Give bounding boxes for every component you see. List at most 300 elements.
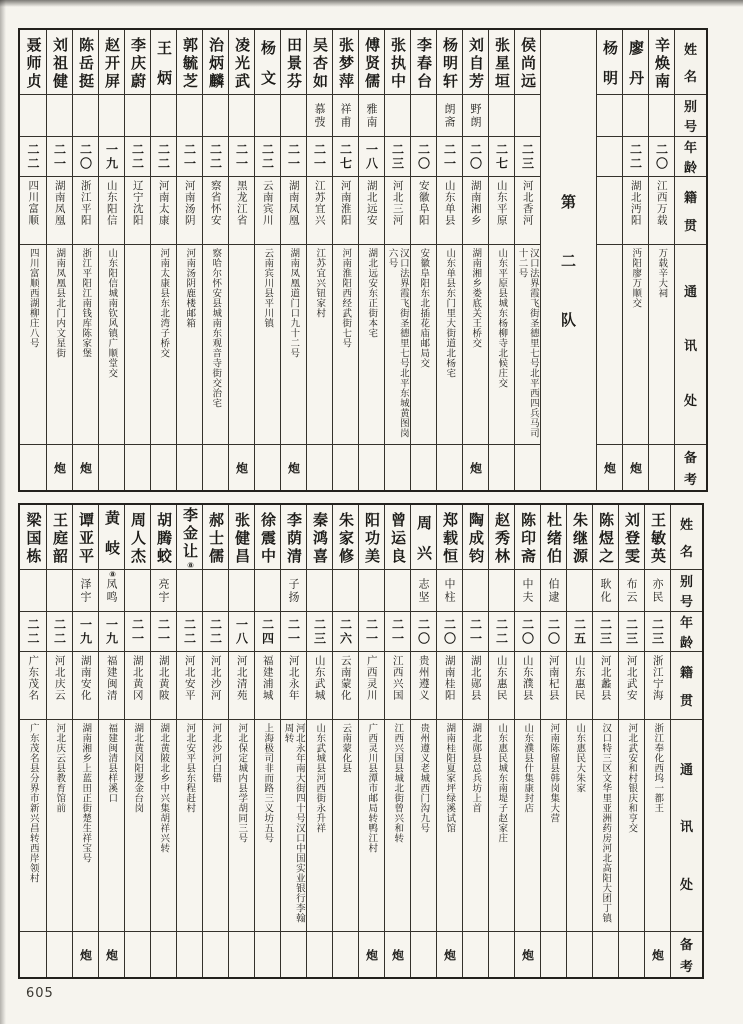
age-text: 二二: [260, 142, 275, 171]
name-text: 张星垣: [493, 36, 511, 91]
address-cell: [229, 719, 254, 931]
alias-text: 亮宇: [157, 577, 170, 604]
address-text: 浙江奉化西坞一都王: [652, 723, 664, 813]
header-char: 通: [679, 762, 693, 778]
name-text: 周兴: [415, 514, 433, 575]
remark-text: 炮: [364, 948, 379, 961]
name-cell: [99, 505, 124, 579]
remark-cell: [125, 444, 150, 490]
age-cell: [619, 611, 644, 651]
remark-cell: [99, 444, 124, 490]
address-cell: [281, 719, 306, 931]
native-cell: [359, 176, 384, 244]
age-text: 二二: [26, 617, 40, 646]
remark-cell: [385, 444, 410, 490]
alias-cell: [20, 94, 46, 136]
native-cell: [489, 651, 514, 719]
address-text: 河北武安和村银庆和亨交: [626, 723, 638, 833]
native-cell: [47, 651, 72, 719]
alias-cell: [437, 569, 462, 611]
native-cell: [255, 651, 280, 719]
header-native_place-label: [675, 177, 706, 244]
remark-cell: [177, 444, 202, 490]
header-native_place-cell: [671, 651, 702, 719]
age-cell: [437, 611, 462, 651]
alias-cell: [385, 569, 410, 611]
address-cell: [125, 244, 150, 444]
name-text: 陶成钧: [467, 511, 485, 566]
address-text: 山东阳信城南钦风镇广顺堂交: [106, 248, 118, 378]
name-text: 傅贤儒: [363, 36, 381, 91]
address-cell: [99, 719, 124, 931]
name-cell: [73, 30, 98, 94]
alias-cell: [47, 94, 72, 136]
age-cell: [385, 611, 410, 651]
age-text: 二五: [572, 617, 587, 646]
age-cell: [151, 611, 176, 651]
age-cell: [567, 611, 592, 651]
age-cell: [411, 611, 436, 651]
name-text: 曾运良: [389, 511, 407, 566]
address-cell: [333, 719, 358, 931]
address-cell: [541, 719, 566, 931]
header-remarks-cell: [671, 931, 702, 977]
person-column: [384, 30, 410, 490]
remark-text: 炮: [520, 948, 535, 961]
header-char: 讯: [679, 820, 693, 835]
native-cell: [255, 176, 280, 244]
name-cell: [281, 30, 306, 94]
person-column: [280, 505, 306, 977]
native-text: 河南淮阳: [339, 180, 352, 226]
name-cell: [307, 30, 332, 94]
age-cell: [307, 611, 332, 651]
age-text: 二二: [182, 617, 197, 646]
address-cell: [151, 719, 176, 931]
name-text: 赵开屏: [103, 36, 121, 91]
name-text: 阳功美: [363, 511, 381, 566]
name-text: 刘登雯: [623, 511, 641, 566]
remark-text: 炮: [602, 461, 617, 474]
remark-text: 炮: [78, 461, 93, 474]
roster-table-bottom: [18, 503, 704, 979]
native-text: 河北庆云: [53, 655, 66, 701]
age-cell: [281, 136, 306, 176]
squad-label-char: 二: [560, 251, 576, 270]
address-cell: [593, 719, 618, 931]
header-char: 名: [683, 70, 697, 86]
remark-cell: [281, 931, 306, 977]
native-text: 湖南安化: [79, 655, 92, 701]
address-text: 河北沙河白错: [210, 723, 222, 783]
name-cell: [463, 30, 488, 94]
remark-cell: [649, 444, 674, 490]
remark-cell: [597, 444, 622, 490]
name-cell: [649, 30, 674, 94]
alias-text: 耿化: [599, 577, 612, 604]
native-text: 山东单县: [443, 180, 456, 226]
native-cell: [515, 651, 540, 719]
native-cell: [385, 176, 410, 244]
address-text: 浙江平阳江南钱库陈家堡: [80, 248, 92, 358]
name-text: 梁国栋: [24, 511, 43, 566]
age-text: 二一: [130, 617, 145, 646]
alias-cell: [203, 569, 228, 611]
name-cell: [489, 30, 514, 94]
address-cell: [307, 244, 332, 444]
native-cell: [333, 651, 358, 719]
name-cell: [619, 505, 644, 569]
age-cell: [47, 611, 72, 651]
age-cell: [307, 136, 332, 176]
age-cell: [281, 611, 306, 651]
remark-cell: [20, 444, 46, 490]
remark-cell: [437, 931, 462, 977]
address-text: 云南宾川县平川镇: [262, 248, 274, 328]
name-cell: [593, 505, 618, 569]
person-column: [540, 505, 566, 977]
native-text: 河南汤阴: [183, 180, 196, 226]
native-text: 黑龙江省: [235, 180, 248, 226]
native-text: 河北三河: [391, 180, 404, 226]
name-cell: [177, 30, 202, 94]
name-cell: [47, 505, 72, 569]
age-cell: [385, 136, 410, 176]
name-text: 杨文: [259, 39, 277, 100]
name-cell: [255, 30, 280, 100]
age-text: 一八: [364, 142, 379, 171]
native-text: 河南杞县: [547, 655, 560, 701]
age-cell: [463, 136, 488, 176]
native-text: 察省怀安: [209, 180, 222, 226]
address-text: 河北永年南大街四十号汉口中国实业银行李翰周转: [282, 723, 305, 923]
age-text: 二〇: [468, 142, 483, 171]
alias-cell: [99, 569, 124, 611]
name-text: 张健昌: [233, 511, 251, 566]
native-text: 湖南湘乡: [469, 180, 482, 226]
age-text: 一九: [78, 617, 93, 646]
name-cell: [255, 505, 280, 569]
native-text: 湖南凤凰: [287, 180, 300, 226]
person-column: [436, 30, 462, 490]
name-text: 张执中: [389, 36, 407, 91]
age-cell: [489, 136, 514, 176]
remark-text: 炮: [234, 461, 249, 474]
native-text: 山东惠民: [495, 655, 508, 701]
person-column: [202, 30, 228, 490]
header-native_place-cell: [675, 176, 706, 244]
name-cell: [333, 30, 358, 94]
remark-cell: [437, 444, 462, 490]
address-cell: [151, 244, 176, 444]
age-cell: [151, 136, 176, 176]
header-char: 号: [683, 120, 697, 135]
header-name-label: [675, 30, 706, 94]
address-cell: [411, 719, 436, 931]
remark-cell: [203, 931, 228, 977]
address-text: 广东茂名县分界市新兴昌转西岸领村: [27, 723, 39, 883]
alias-cell: [489, 94, 514, 136]
native-text: 河北武安: [625, 655, 638, 701]
age-text: 二三: [624, 617, 639, 646]
remark-cell: [73, 931, 98, 977]
age-text: 一九: [104, 142, 119, 171]
age-cell: [177, 611, 202, 651]
person-column: [176, 30, 202, 490]
alias-cell: [593, 569, 618, 611]
alias-text: 子扬: [287, 577, 300, 604]
alias-cell: [73, 94, 98, 136]
name-cell: [645, 505, 670, 569]
address-cell: [489, 244, 514, 444]
remark-cell: [515, 931, 540, 977]
name-cell: [597, 30, 622, 100]
age-text: 二一: [312, 142, 327, 171]
alias-text: 中夫: [521, 577, 534, 604]
native-cell: [307, 176, 332, 244]
name-cell: [125, 30, 150, 94]
alias-cell: [515, 569, 540, 611]
name-text: 辛焕南: [653, 36, 671, 91]
native-cell: [20, 651, 46, 719]
name-text: 张梦萍: [337, 36, 355, 91]
age-text: 二一: [364, 617, 379, 646]
age-text: 二四: [260, 617, 275, 646]
name-cell: [73, 505, 98, 569]
header-age-label: [671, 612, 702, 651]
remark-cell: [489, 444, 514, 490]
address-cell: [463, 244, 488, 444]
native-cell: [151, 651, 176, 719]
remark-cell: [255, 444, 280, 490]
name-text: 谭亚平: [77, 511, 95, 566]
address-text: 河南太康县东北湾子桥交: [158, 248, 170, 358]
name-text: 凌光武: [233, 36, 251, 91]
alias-cell: [125, 569, 150, 611]
address-text: 山东单县东门里大街道北杨宅: [444, 248, 456, 378]
name-text: 赵秀林: [493, 511, 511, 566]
remark-text: 炮: [650, 948, 665, 961]
native-text: 湖南凤凰: [53, 180, 66, 226]
remark-cell: [593, 931, 618, 977]
header-char: 龄: [679, 635, 693, 651]
name-text: 周人杰: [129, 511, 147, 566]
person-column: [488, 505, 514, 977]
age-cell: [541, 611, 566, 651]
name-text: 刘自芳: [467, 36, 485, 91]
address-cell: [333, 244, 358, 444]
native-text: 河北清苑: [235, 655, 248, 701]
alias-cell: [489, 569, 514, 611]
age-text: 二三: [520, 142, 535, 171]
age-cell: [229, 611, 254, 651]
address-text: 山东濮县什集康封店: [522, 723, 534, 813]
person-column: [514, 30, 540, 490]
age-cell: [255, 611, 280, 651]
alias-cell: [255, 569, 280, 611]
name-text: 徐震中: [259, 511, 277, 566]
native-cell: [437, 176, 462, 244]
alias-cell: [463, 569, 488, 611]
remark-cell: [623, 444, 648, 490]
alias-cell: [307, 94, 332, 136]
remark-cell: [20, 931, 46, 977]
age-text: 二一: [182, 142, 197, 171]
address-cell: [623, 244, 648, 444]
age-text: 二〇: [520, 617, 535, 646]
name-cell: [47, 30, 72, 94]
age-cell: [597, 136, 622, 176]
alias-cell: [229, 569, 254, 611]
native-text: 河南太康: [157, 180, 170, 226]
page-number: 605: [26, 986, 54, 1001]
age-text: 二一: [390, 617, 405, 646]
native-cell: [47, 176, 72, 244]
person-column: [462, 505, 488, 977]
address-cell: [203, 719, 228, 931]
name-text: 聂师贞: [24, 36, 43, 91]
name-text: 陈岳挺: [77, 36, 95, 91]
remark-text: 炮: [52, 461, 67, 474]
name-cell: [229, 30, 254, 94]
name-cell: [489, 505, 514, 569]
person-column: [202, 505, 228, 977]
age-text: 二〇: [546, 617, 561, 646]
person-column: [410, 30, 436, 490]
alias-text: 伯逮: [547, 577, 560, 604]
address-cell: [597, 244, 622, 444]
address-cell: [359, 244, 384, 444]
header-alias-cell: [671, 569, 702, 611]
native-text: 江西兴国: [391, 655, 404, 701]
native-cell: [597, 176, 622, 244]
name-cell: [20, 30, 46, 94]
address-text: 汉口法界霞飞街圣德里七号北平东城黄图岗六号: [386, 248, 409, 438]
person-column: [280, 30, 306, 490]
alias-text: 亦民: [651, 577, 664, 604]
native-text: 河北安平: [183, 655, 196, 701]
name-text: 李庆蔚: [129, 36, 147, 91]
alias-cell: [307, 569, 332, 611]
address-text: 山东惠民城东南堤子赵家庄: [496, 723, 508, 843]
native-text: 河北香河: [521, 180, 534, 226]
name-cell: [541, 505, 566, 569]
name-text: 胡腾蛟: [155, 511, 173, 566]
remark-cell: [515, 444, 540, 490]
age-text: 二二: [494, 617, 509, 646]
age-text: 二〇: [442, 617, 457, 646]
person-column: [618, 505, 644, 977]
alias-cell: [515, 94, 540, 136]
name-cell: [229, 505, 254, 569]
remark-text: 炮: [286, 461, 301, 474]
remark-cell: [229, 444, 254, 490]
native-text: 贵州遵义: [417, 655, 430, 701]
header-alias-label: [675, 95, 706, 136]
age-cell: [411, 136, 436, 176]
header-address-label: [671, 720, 702, 931]
native-cell: [567, 651, 592, 719]
remark-cell: [73, 444, 98, 490]
age-cell: [463, 611, 488, 651]
name-text: 廖丹: [627, 39, 645, 100]
address-text: 湖北远安东正街本宅: [366, 248, 378, 338]
native-cell: [463, 651, 488, 719]
name-text: 侯尚远: [519, 36, 537, 91]
native-text: 云南宾川: [261, 180, 274, 226]
native-cell: [99, 651, 124, 719]
person-column: [228, 30, 254, 490]
address-cell: [385, 244, 410, 444]
header-char: 讯: [683, 339, 697, 354]
native-cell: [177, 651, 202, 719]
remark-cell: [489, 931, 514, 977]
native-cell: [593, 651, 618, 719]
person-column: [592, 505, 618, 977]
age-cell: [649, 136, 674, 176]
native-cell: [125, 176, 150, 244]
name-text: 王炳: [155, 39, 173, 100]
alias-cell: [151, 569, 176, 611]
remark-text: 炮: [104, 948, 119, 961]
age-text: 二一: [442, 142, 457, 171]
address-cell: [437, 244, 462, 444]
native-cell: [515, 176, 540, 244]
header-alias-label: [671, 570, 702, 611]
native-text: 安徽阜阳: [417, 180, 430, 226]
remark-cell: [333, 444, 358, 490]
native-cell: [385, 651, 410, 719]
header-remarks-label: [671, 932, 702, 977]
age-text: 二一: [286, 617, 301, 646]
age-text: 一八: [234, 617, 249, 646]
native-text: 山东濮县: [521, 655, 534, 701]
address-cell: [73, 719, 98, 931]
address-text: 河北安平县东程赶村: [184, 723, 196, 813]
alias-text: 布云: [625, 577, 638, 604]
remark-text: 炮: [442, 948, 457, 961]
name-cell: [125, 505, 150, 569]
alias-cell: [73, 569, 98, 611]
age-cell: [645, 611, 670, 651]
person-column: [648, 30, 674, 490]
name-cell: [437, 30, 462, 94]
remark-cell: [203, 444, 228, 490]
person-column: [72, 30, 98, 490]
address-cell: [411, 244, 436, 444]
native-cell: [203, 176, 228, 244]
alias-cell: [385, 94, 410, 136]
native-text: 浙江宁海: [651, 655, 664, 701]
age-cell: [125, 136, 150, 176]
person-column: [228, 505, 254, 977]
age-text: 二〇: [654, 142, 669, 171]
address-text: 湖南湘乡上蓝田正街楚生祥宝号: [80, 723, 92, 863]
alias-cell: [229, 94, 254, 136]
address-text: 察哈尔怀安县城南东观音寺街交治宅: [210, 248, 222, 408]
age-text: 二一: [156, 617, 171, 646]
person-column: [176, 505, 202, 977]
address-cell: [359, 719, 384, 931]
header-char: 名: [679, 545, 693, 561]
remark-cell: [307, 444, 332, 490]
remark-cell: [359, 444, 384, 490]
address-cell: [203, 244, 228, 444]
name-cell: [385, 505, 410, 569]
age-text: 二三: [598, 617, 613, 646]
native-cell: [203, 651, 228, 719]
header-age-cell: [675, 136, 706, 176]
